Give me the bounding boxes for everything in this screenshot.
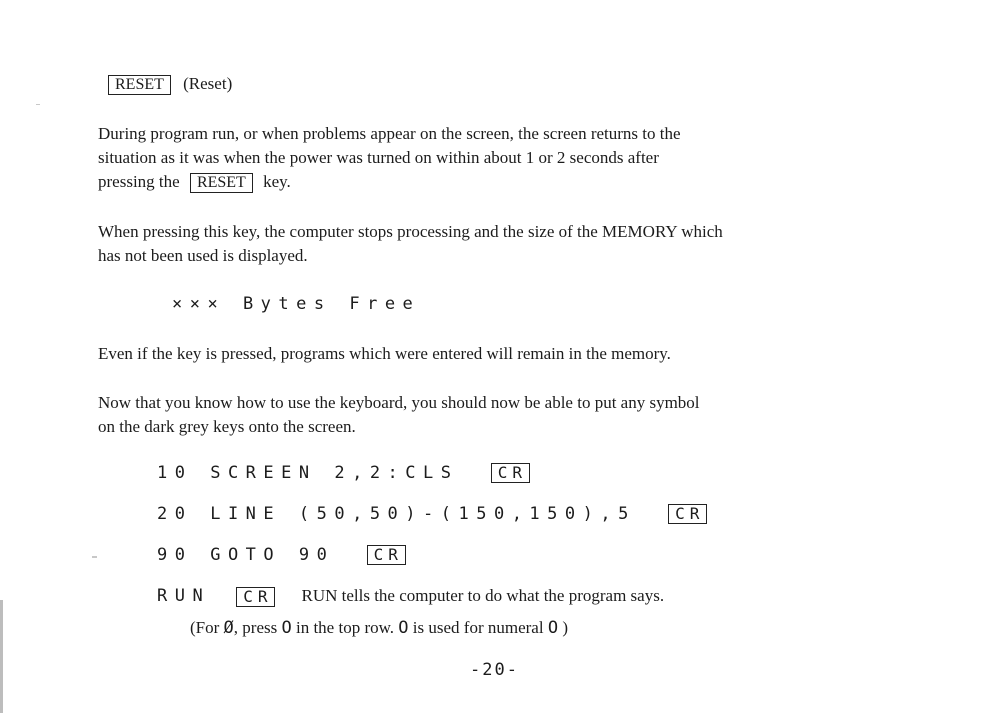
heading-text: (Reset)	[183, 74, 233, 93]
cr-key: CR	[668, 504, 707, 524]
scan-speck	[36, 104, 40, 105]
bytes-free-display: ××× Bytes Free	[172, 294, 421, 314]
program-code: 90 GOTO 90	[157, 545, 335, 565]
paragraph-line: on the dark grey keys onto the screen.	[98, 417, 356, 436]
cr-key: CR	[491, 463, 530, 483]
run-line	[157, 586, 664, 607]
paragraph-line	[98, 170, 898, 194]
paragraph-memory	[98, 220, 898, 268]
reset-key-label: RESET	[108, 75, 171, 95]
paragraph-line: Even if the key is pressed, programs which were entered will remain in the memory.	[98, 344, 671, 363]
program-line-10	[157, 463, 530, 483]
letter-o-glyph: O	[398, 618, 409, 638]
numeral-glyph: O	[547, 618, 559, 638]
zero-glyph: Ø	[223, 618, 234, 638]
cr-key: CR	[236, 587, 275, 607]
cr-key: CR	[367, 545, 406, 565]
program-code: 20 LINE (50,50)-(150,150),5	[157, 504, 636, 524]
paragraph-line: During program run, or when problems appear on the screen, the screen returns to the	[98, 124, 681, 143]
text-fragment: )	[562, 618, 568, 637]
run-command: RUN	[157, 586, 211, 606]
page-edge-shadow	[0, 600, 3, 713]
section-heading	[108, 74, 232, 95]
page-number: -20-	[470, 660, 519, 680]
text-fragment: in the top row.	[295, 618, 395, 637]
paragraph-line: has not been used is displayed.	[98, 246, 308, 265]
paragraph-line: situation as it was when the power was turned on within about 1 or 2 seconds after	[98, 148, 659, 167]
run-description: RUN tells the computer to do what the program says.	[301, 586, 665, 605]
paragraph-memory-retained	[98, 342, 898, 366]
paragraph-keyboard	[98, 391, 898, 439]
text-fragment: , press	[233, 618, 278, 637]
program-code: 10 SCREEN 2,2:CLS	[157, 463, 459, 483]
text-fragment: key.	[263, 172, 291, 191]
paragraph-reset-description	[98, 122, 898, 194]
text-fragment: pressing the	[98, 172, 180, 191]
text-fragment: is used for numeral	[412, 618, 544, 637]
letter-o-glyph: O	[281, 618, 292, 638]
program-line-20	[157, 504, 707, 524]
scan-speck	[92, 556, 97, 558]
paragraph-line: Now that you know how to use the keyboard, you should now be able to put any symbol	[98, 393, 700, 412]
zero-note	[190, 618, 568, 638]
paragraph-line: When pressing this key, the computer stops processing and the size of the MEMORY which	[98, 222, 723, 241]
text-fragment: (For	[190, 618, 220, 637]
reset-key-inline: RESET	[190, 173, 253, 193]
program-line-90	[157, 545, 406, 565]
